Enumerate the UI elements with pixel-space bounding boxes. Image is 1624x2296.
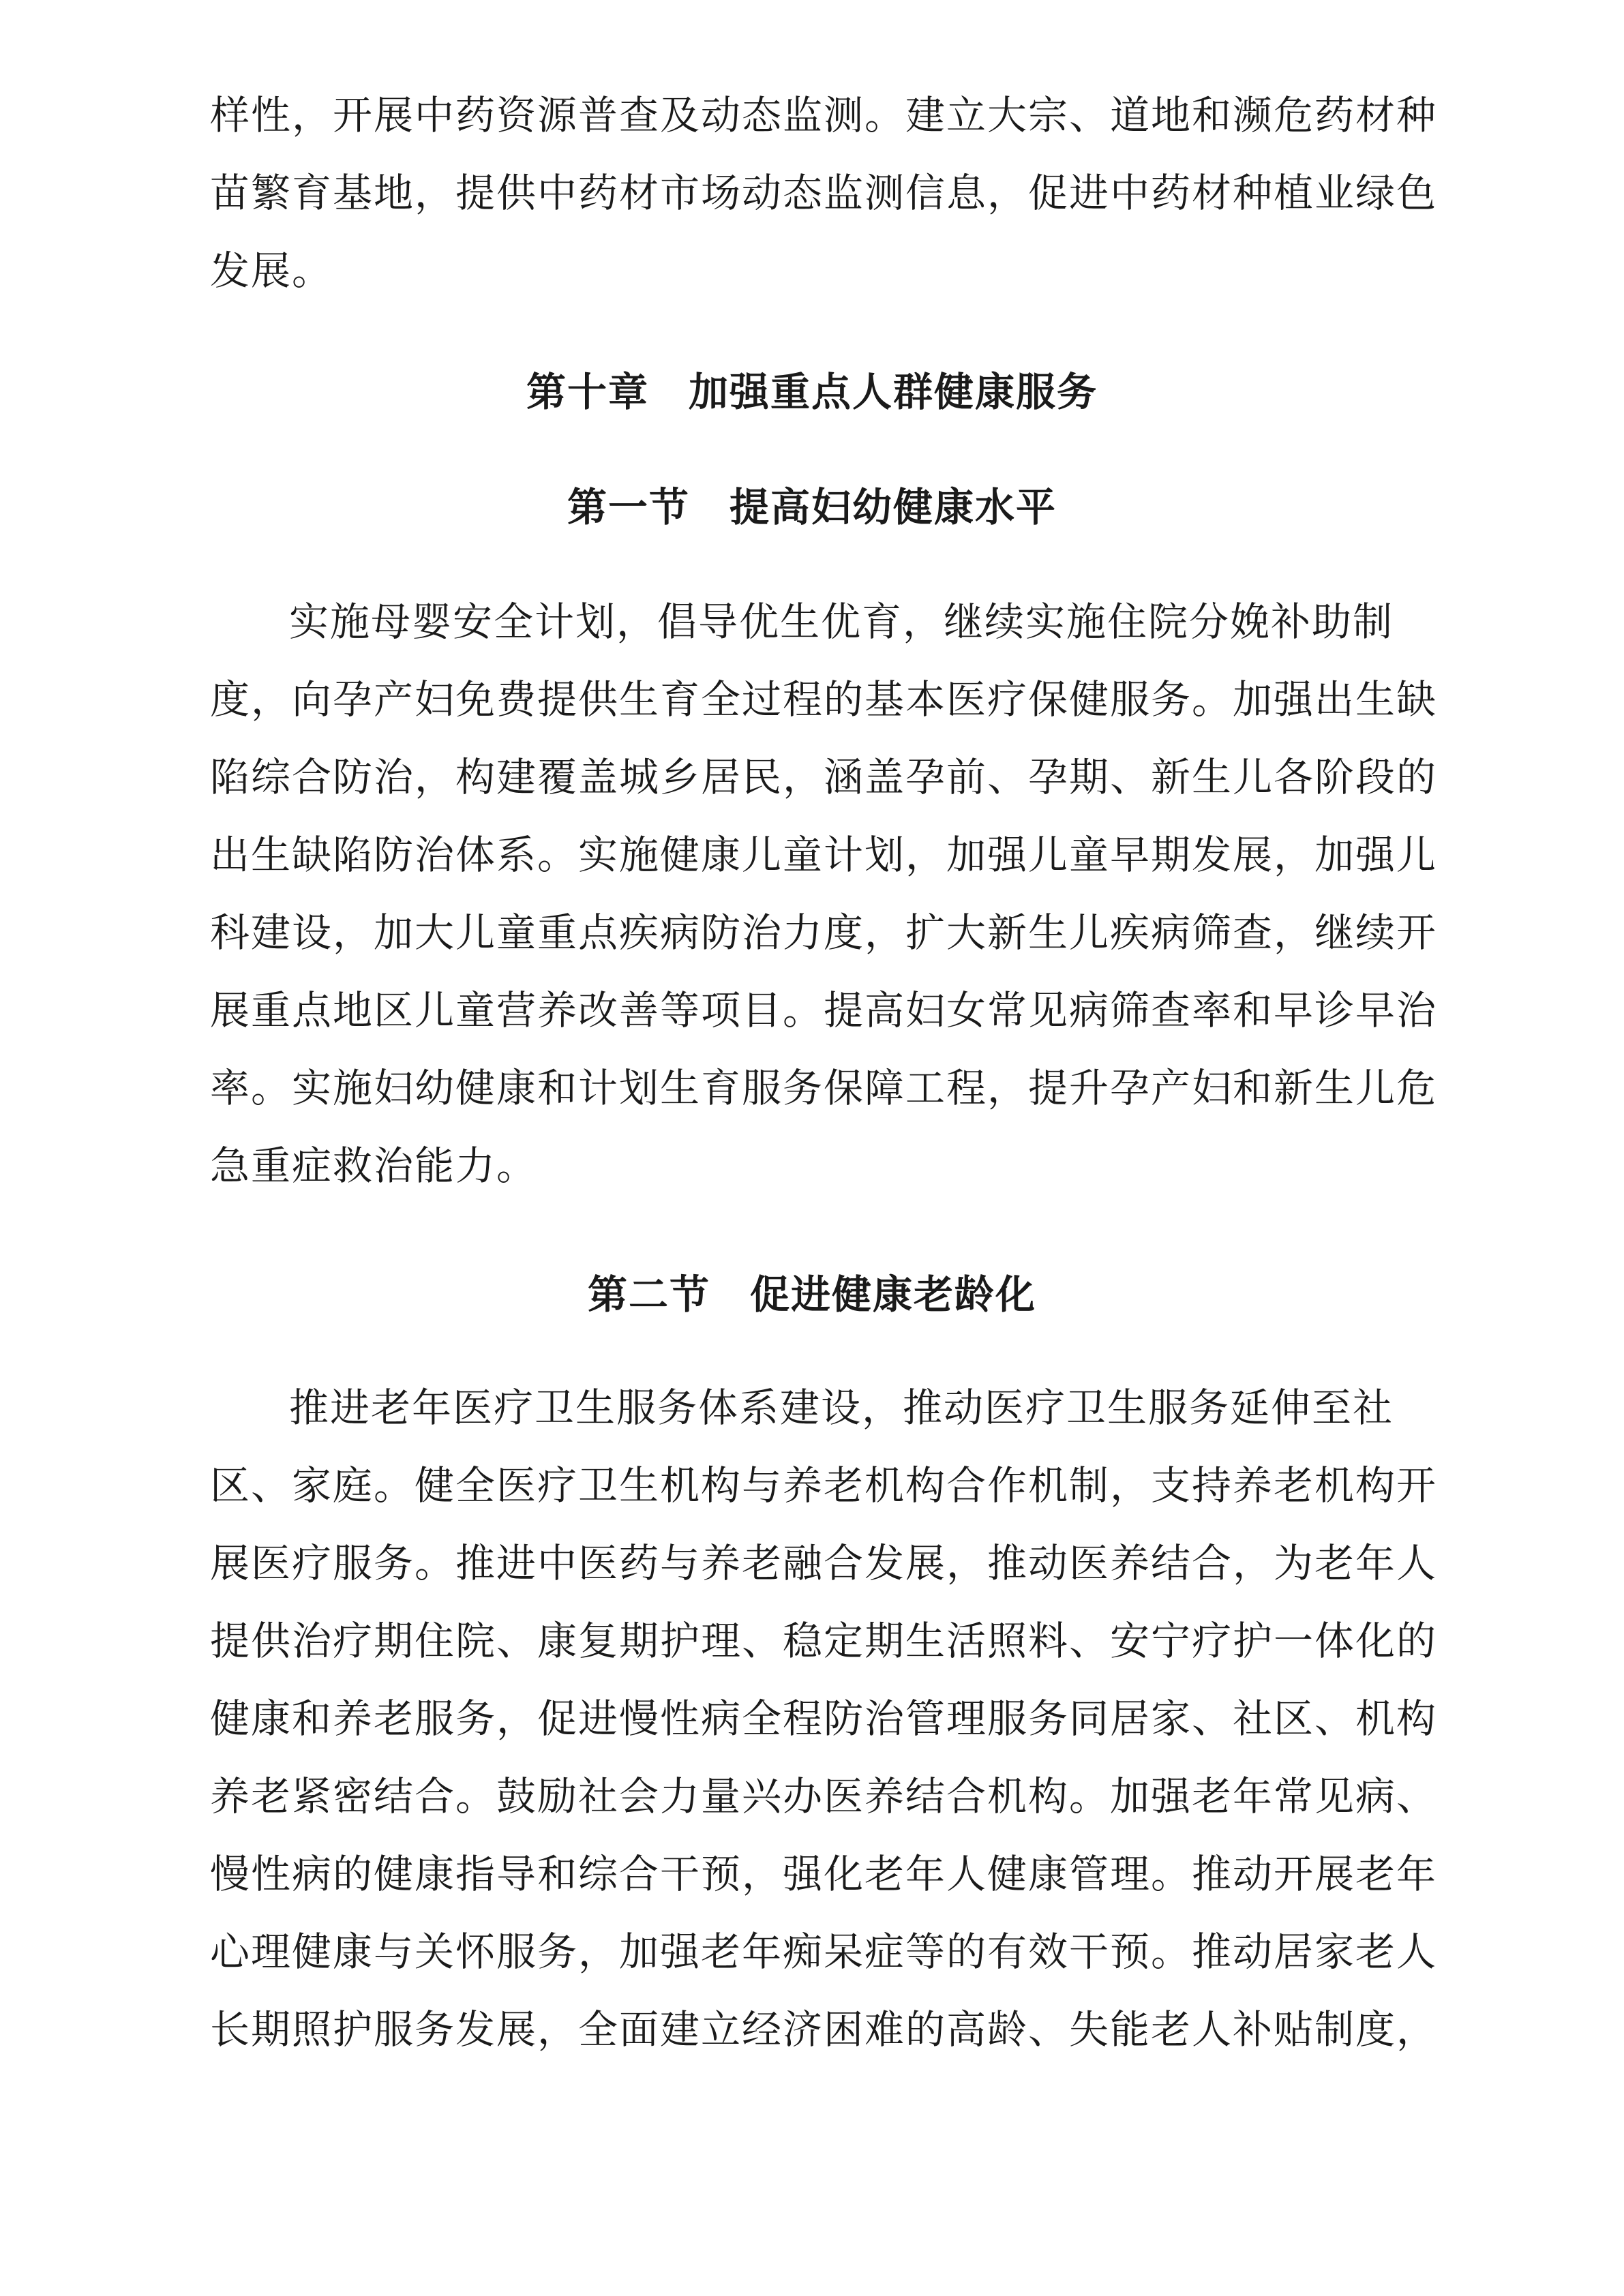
paragraph-line: 科建设，加大儿童重点疾病防治力度，扩大新生儿疾病筛查，继续开 xyxy=(210,909,1438,956)
section-title-1: 提高妇幼健康水平 xyxy=(730,484,1057,530)
paragraph-line: 实施母婴安全计划，倡导优生优育，继续实施住院分娩补助制 xyxy=(289,599,1394,645)
paragraph-line: 度，向孕产妇免费提供生育全过程的基本医疗保健服务。加强出生缺 xyxy=(210,676,1438,723)
section-2-paragraph xyxy=(210,1369,1438,2068)
paragraph-line: 展重点地区儿童营养改善等项目。提高妇女常见病筛查率和早诊早治 xyxy=(210,987,1438,1033)
section-heading-2 xyxy=(0,1267,1624,1322)
continuation-paragraph xyxy=(210,76,1438,309)
paragraph-line: 区、家庭。健全医疗卫生机构与养老机构合作机制，支持养老机构开 xyxy=(210,1462,1438,1509)
paragraph-line: 慢性病的健康指导和综合干预，强化老年人健康管理。推动开展老年 xyxy=(210,1851,1438,1897)
paragraph-line: 苗繁育基地，提供中药材市场动态监测信息，促进中药材种植业绿色 xyxy=(210,170,1438,216)
paragraph-line: 健康和养老服务，促进慢性病全程防治管理服务同居家、社区、机构 xyxy=(210,1695,1438,1742)
section-number-2: 第二节 xyxy=(587,1271,710,1318)
section-number-1: 第一节 xyxy=(567,484,690,530)
paragraph-line: 提供治疗期住院、康复期护理、稳定期生活照料、安宁疗护一体化的 xyxy=(210,1618,1438,1664)
paragraph-line: 急重症救治能力。 xyxy=(210,1143,538,1189)
section-title-2: 促进健康老龄化 xyxy=(750,1271,1037,1318)
paragraph-line: 养老紧密结合。鼓励社会力量兴办医养结合机构。加强老年常见病、 xyxy=(210,1773,1438,1819)
paragraph-line: 陷综合防治，构建覆盖城乡居民，涵盖孕前、孕期、新生儿各阶段的 xyxy=(210,754,1438,800)
paragraph-line: 发展。 xyxy=(210,247,333,294)
section-heading-1 xyxy=(0,480,1624,534)
paragraph-line: 心理健康与关怀服务，加强老年痴呆症等的有效干预。推动居家老人 xyxy=(210,1929,1438,1975)
paragraph-line: 长期照护服务发展，全面建立经济困难的高龄、失能老人补贴制度， xyxy=(210,2006,1438,2053)
chapter-heading xyxy=(0,365,1624,419)
chapter-number: 第十章 xyxy=(526,369,649,415)
paragraph-line: 率。实施妇幼健康和计划生育服务保障工程，提升孕产妇和新生儿危 xyxy=(210,1065,1438,1111)
paragraph-line: 样性，开展中药资源普查及动态监测。建立大宗、道地和濒危药材种 xyxy=(210,92,1438,138)
paragraph-line: 展医疗服务。推进中医药与养老融合发展，推动医养结合，为老年人 xyxy=(210,1540,1438,1586)
section-1-paragraph xyxy=(210,583,1438,1205)
paragraph-line: 推进老年医疗卫生服务体系建设，推动医疗卫生服务延伸至社 xyxy=(289,1385,1394,1431)
chapter-title: 加强重点人群健康服务 xyxy=(689,369,1098,415)
paragraph-line: 出生缺陷防治体系。实施健康儿童计划，加强儿童早期发展，加强儿 xyxy=(210,832,1438,878)
